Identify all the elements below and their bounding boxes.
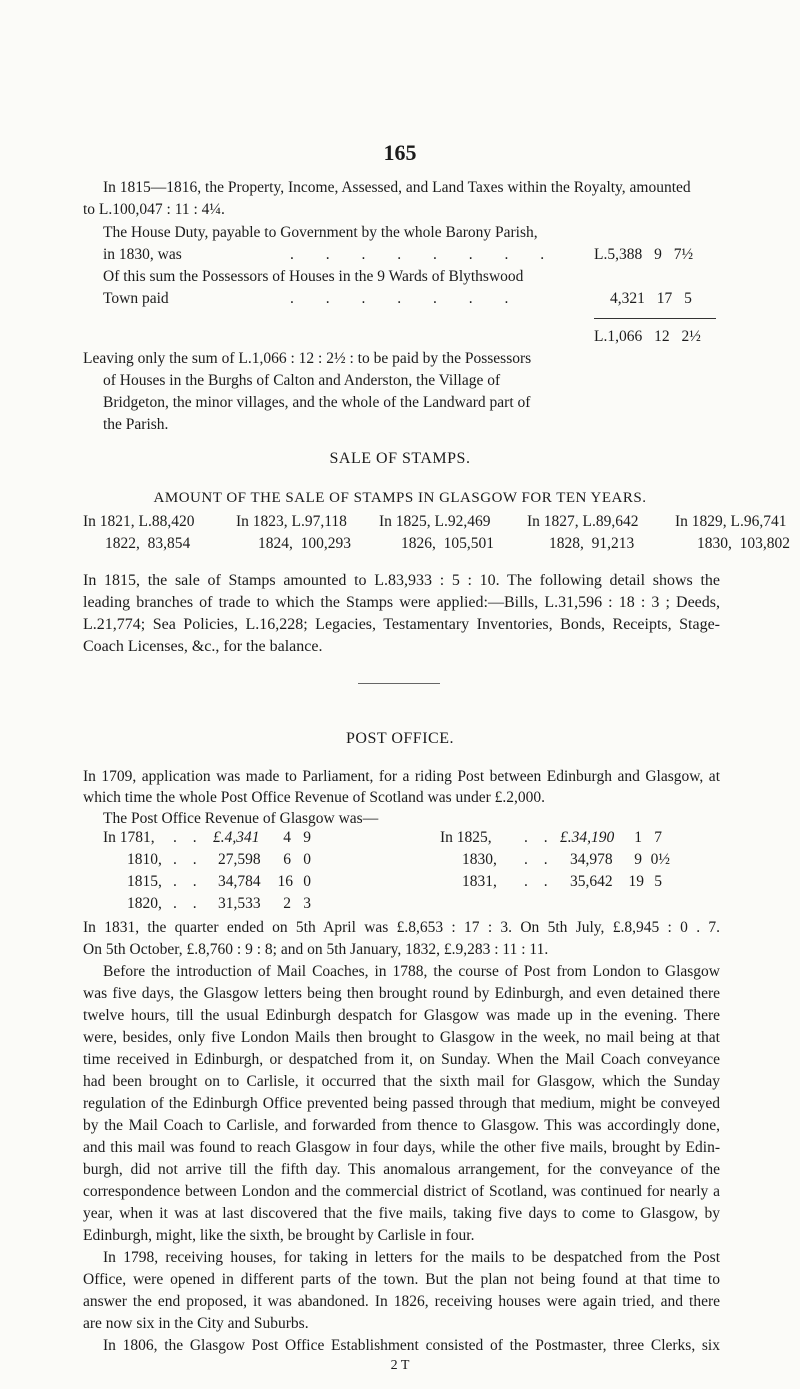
leader-dots: . . bbox=[524, 873, 554, 890]
revenue-pence: 0 bbox=[303, 851, 311, 868]
signature-mark: 2 T bbox=[390, 1358, 410, 1373]
possessors-amount: 4,321 17 5 bbox=[610, 290, 692, 307]
stamps-heading: SALE OF STAMPS. bbox=[329, 450, 471, 467]
leader-dots: . . bbox=[173, 895, 203, 912]
stamps-paragraph-line-4: Coach Licenses, &c., for the balance. bbox=[83, 638, 323, 655]
revenue-year: 1820, bbox=[127, 895, 162, 912]
house-duty-amount: L.5,388 9 7½ bbox=[594, 246, 694, 263]
revenue-year: In 1825, bbox=[440, 829, 492, 846]
post-office-line-2: which time the whole Post Office Revenue of Scotland was under £.2,000. bbox=[83, 789, 546, 806]
revenue-year: 1810, bbox=[127, 851, 162, 868]
revenue-shillings: 16 bbox=[277, 873, 293, 890]
body-line: In 1798, receiving houses, for taking in letters for the mails to be despatched from the Post bbox=[103, 1249, 720, 1266]
body-line: were, besides, only five London Mails then brought to Glasgow in the week, no mail being at that bbox=[83, 1029, 720, 1046]
post-office-heading: POST OFFICE. bbox=[346, 730, 454, 747]
post-office-line-1: In 1709, application was made to Parliament, for a riding Post between Edinburgh and Glasgow, at bbox=[83, 768, 720, 785]
revenue-pounds: £.34,190 bbox=[560, 829, 615, 846]
house-duty-line-1: The House Duty, payable to Government by the whole Barony Parish, bbox=[103, 224, 538, 241]
revenue-pence: 0 bbox=[303, 873, 311, 890]
body-line: correspondence between London and the commercial district of Scotland, was continued for nearly a bbox=[83, 1183, 720, 1200]
intro-line-1: In 1815—1816, the Property, Income, Assessed, and Land Taxes within the Royalty, amounted bbox=[103, 179, 691, 196]
stamps-paragraph-line-2: leading branches of trade to which the Stamps were applied:—Bills, L.31,596 : 18 : 3 ; Deeds, bbox=[83, 594, 720, 611]
body-line: answer the end proposed, it was abandoned. In 1826, receiving houses were again tried, and there bbox=[83, 1293, 720, 1310]
revenue-year: 1815, bbox=[127, 873, 162, 890]
body-line: time received in Edinburgh, or despatched from it, on Sunday. When the Mail Coach conveyance bbox=[83, 1051, 720, 1068]
leaving-line-4: the Parish. bbox=[103, 416, 169, 433]
stamps-cell: In 1829, L.96,741 bbox=[675, 513, 787, 530]
revenue-shillings: 4 bbox=[283, 829, 291, 846]
revenue-year: 1830, bbox=[462, 851, 497, 868]
body-line: twelve hours, till the usual Edinburgh despatch for Glasgow was made up in the evening. There bbox=[83, 1007, 720, 1024]
page-number: 165 bbox=[383, 140, 417, 165]
body-line: are now six in the City and Suburbs. bbox=[83, 1315, 309, 1332]
section-divider bbox=[358, 683, 440, 684]
body-line: and this mail was found to reach Glasgow in four days, while the other five mails, brought by Edin- bbox=[83, 1139, 720, 1156]
revenue-table-right bbox=[440, 829, 670, 895]
quarter-line-2: On 5th October, £.8,760 : 9 : 8; and on 5th January, 1832, £.9,283 : 11 : 11. bbox=[83, 941, 549, 958]
stamps-cell: In 1823, L.97,118 bbox=[236, 513, 347, 530]
revenue-shillings: 6 bbox=[283, 851, 291, 868]
revenue-shillings: 1 bbox=[634, 829, 642, 846]
revenue-pence: 7 bbox=[654, 829, 662, 846]
revenue-pence: 9 bbox=[303, 829, 311, 846]
revenue-pounds: 34,784 bbox=[218, 873, 261, 890]
possessors-line-2: Town paid bbox=[103, 290, 169, 307]
stamps-cell: In 1825, L.92,469 bbox=[379, 513, 491, 530]
revenue-pence: 0½ bbox=[650, 851, 670, 868]
body-line: was five days, the Glasgow letters being then brought round by Edinburgh, and even detained there bbox=[83, 985, 720, 1002]
quarter-line-1: In 1831, the quarter ended on 5th April was £.8,653 : 17 : 3. On 5th July, £.8,945 : 0 . 7. bbox=[83, 919, 720, 936]
stamps-cell: 1826, 105,501 bbox=[401, 535, 494, 552]
leaving-line-1: Leaving only the sum of L.1,066 : 12 : 2½ : to be paid by the Possessors bbox=[83, 350, 532, 367]
body-line: In 1806, the Glasgow Post Office Establishment consisted of the Postmaster, three Clerks, six bbox=[103, 1337, 720, 1354]
stamps-cell: 1822, 83,854 bbox=[105, 535, 191, 552]
revenue-year: 1831, bbox=[462, 873, 497, 890]
leader-dots: . . . . . . . bbox=[290, 290, 523, 307]
revenue-pence: 3 bbox=[303, 895, 311, 912]
revenue-year: In 1781, bbox=[103, 829, 155, 846]
intro-line-2: to L.100,047 : 11 : 4¼. bbox=[83, 201, 225, 218]
body-line: burgh, did not arrive till the fifth day. This anomalous arrangement, for the conveyance of the bbox=[83, 1161, 720, 1178]
stamps-paragraph-line-3: L.21,774; Sea Policies, L.16,228; Legacies, Testamentary Inventories, Bonds, Receipts, Stage- bbox=[83, 616, 720, 633]
house-duty-line-2: in 1830, was bbox=[103, 246, 182, 263]
body-line: Office, were opened in different parts of the town. But the plan not being found at that time to bbox=[83, 1271, 720, 1288]
body-line: had been brought on to Carlisle, it occurred that the sixth mail for Glasgow, which the Sunday bbox=[83, 1073, 720, 1090]
body-line: Before the introduction of Mail Coaches, in 1788, the course of Post from London to Glasgow bbox=[103, 963, 720, 980]
leaving-line-3: Bridgeton, the minor villages, and the whole of the Landward part of bbox=[103, 394, 531, 411]
revenue-pounds: 31,533 bbox=[218, 895, 261, 912]
body-line: Edinburgh, might, like the sixth, be brought by Carlisle in four. bbox=[83, 1227, 475, 1244]
revenue-shillings: 2 bbox=[283, 895, 291, 912]
revenue-table-left bbox=[103, 829, 323, 917]
stamps-cell: 1828, 91,213 bbox=[549, 535, 635, 552]
body-line: regulation of the Edinburgh Office prevented being passed through that medium, might be conveyed bbox=[83, 1095, 720, 1112]
leader-dots: . . bbox=[173, 829, 203, 846]
leader-dots: . . . . . . . . bbox=[290, 246, 559, 263]
sum-rule bbox=[594, 318, 716, 319]
body-line: by the Mail Coach to Carlisle, and forwarded from thence to Glasgow. This was accordingly done, bbox=[83, 1117, 720, 1134]
revenue-pence: 5 bbox=[654, 873, 662, 890]
leader-dots: . . bbox=[173, 851, 203, 868]
revenue-shillings: 19 bbox=[628, 873, 644, 890]
revenue-pounds: 35,642 bbox=[570, 873, 613, 890]
revenue-pounds: 27,598 bbox=[218, 851, 261, 868]
stamps-cell: 1824, 100,293 bbox=[258, 535, 351, 552]
stamps-paragraph-line-1: In 1815, the sale of Stamps amounted to L.83,933 : 5 : 10. The following detail shows the bbox=[83, 572, 720, 589]
leader-dots: . . bbox=[524, 851, 554, 868]
stamps-subheading: AMOUNT OF THE SALE OF STAMPS IN GLASGOW FOR TEN YEARS. bbox=[153, 490, 647, 506]
leader-dots: . . bbox=[173, 873, 203, 890]
body-line: year, when it was at last discovered that the five mails, taking five days to come to Glasgow, by bbox=[83, 1205, 720, 1222]
leader-dots: . . bbox=[524, 829, 554, 846]
stamps-cell: In 1827, L.89,642 bbox=[527, 513, 639, 530]
stamps-cell: In 1821, L.88,420 bbox=[83, 513, 195, 530]
stamps-cell: 1830, 103,802 bbox=[697, 535, 790, 552]
revenue-shillings: 9 bbox=[634, 851, 642, 868]
leaving-line-2: of Houses in the Burghs of Calton and Anderston, the Village of bbox=[103, 372, 501, 389]
revenue-intro: The Post Office Revenue of Glasgow was— bbox=[103, 810, 379, 827]
revenue-pounds: 34,978 bbox=[570, 851, 613, 868]
revenue-pounds: £.4,341 bbox=[213, 829, 260, 846]
possessors-line-1: Of this sum the Possessors of Houses in the 9 Wards of Blythswood bbox=[103, 268, 524, 285]
difference-amount: L.1,066 12 2½ bbox=[594, 328, 701, 345]
